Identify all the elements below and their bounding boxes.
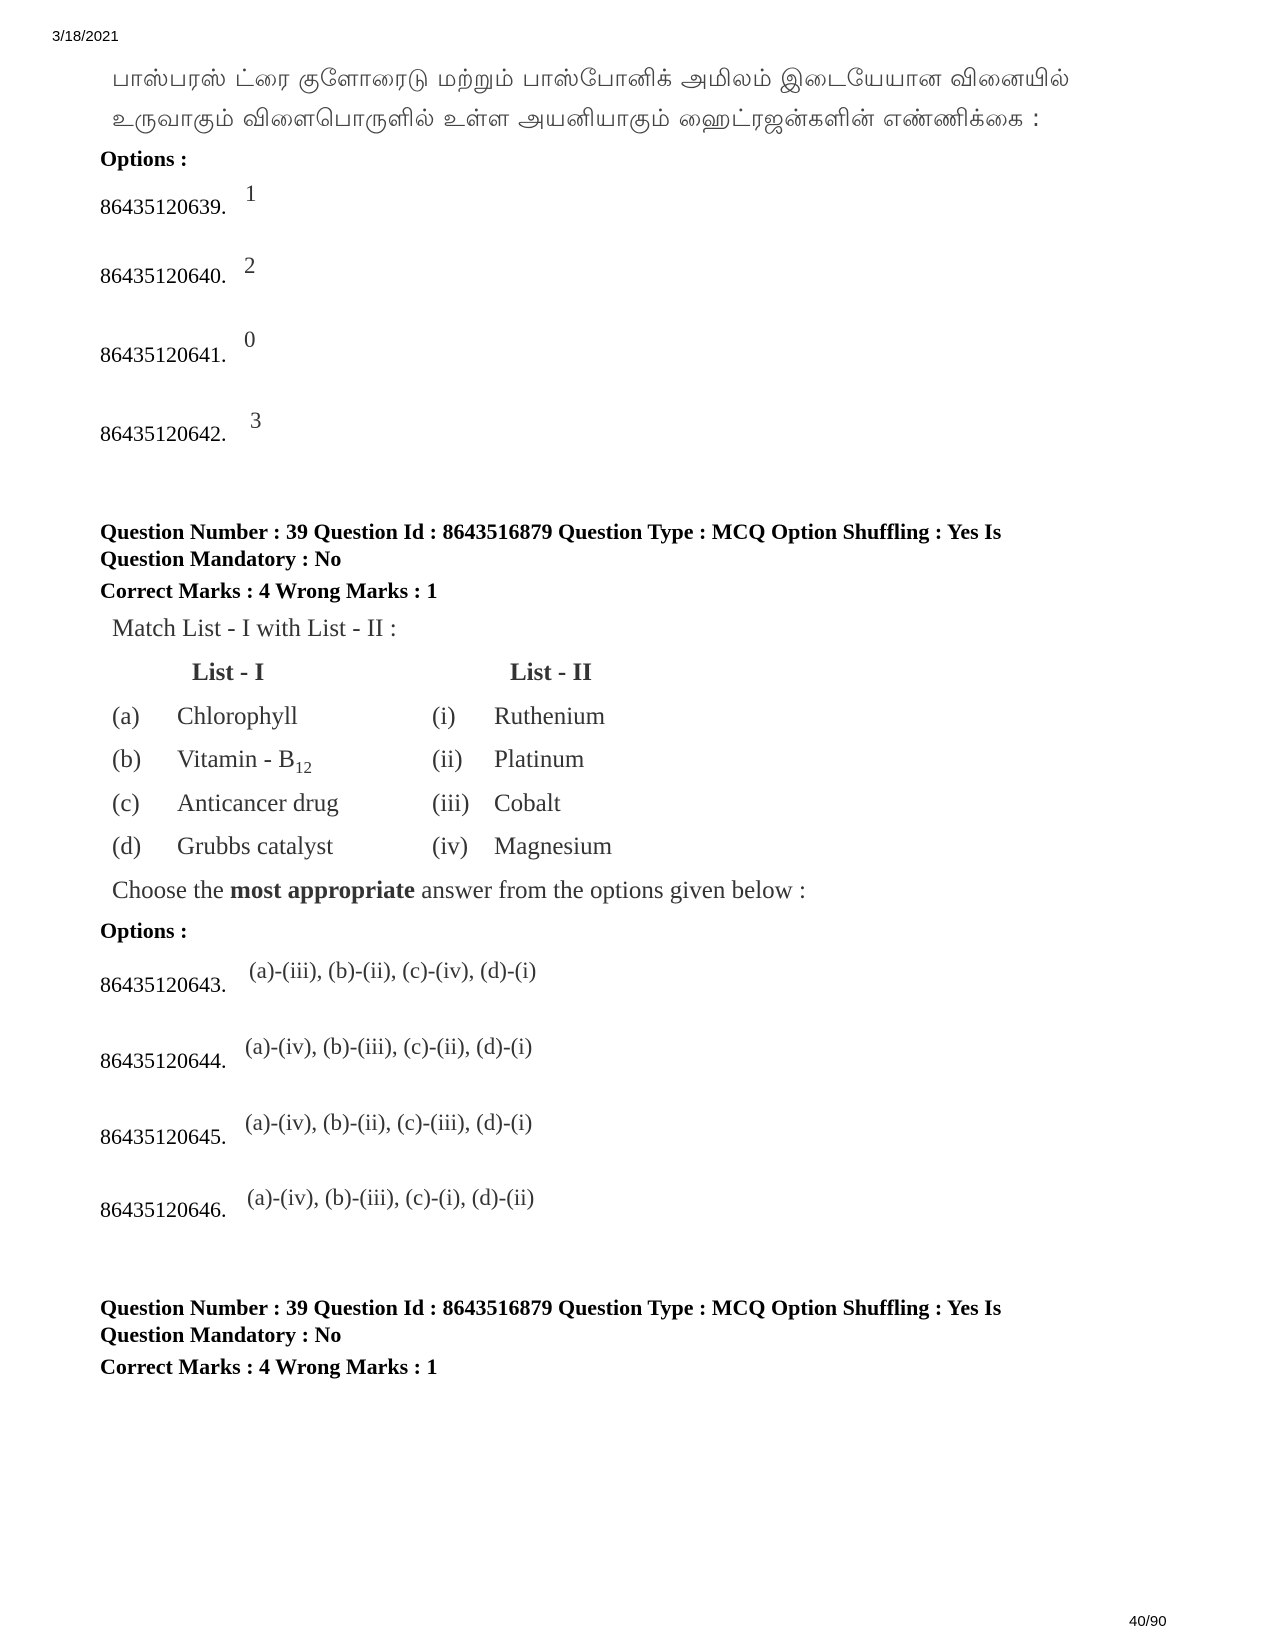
list-1-value: Grubbs catalyst: [177, 833, 334, 860]
list-1-key: (d): [112, 833, 142, 860]
option-id: 86435120640.: [100, 263, 227, 288]
option-value: (a)-(iv), (b)-(iii), (c)-(ii), (d)-(i): [245, 1034, 533, 1059]
option-value: 2: [244, 253, 256, 278]
option-id: 86435120644.: [100, 1048, 227, 1073]
options-label-2: Options :: [100, 918, 188, 943]
list-2-key: (i): [432, 703, 456, 730]
list-2-key: (iii): [432, 790, 470, 817]
option-value: 0: [244, 327, 256, 352]
question-header: Question Number : 39 Question Id : 8643516879 Question Type : MCQ Option Shuffling : Yes Is: [100, 1295, 1002, 1320]
list-2-heading: List - II: [510, 659, 592, 686]
option-id: 86435120645.: [100, 1124, 227, 1149]
list-2-value: Ruthenium: [494, 703, 606, 730]
choose-emphasis: most appropriate: [230, 877, 415, 904]
list-2-value: Magnesium: [494, 833, 613, 860]
option-value: (a)-(iv), (b)-(ii), (c)-(iii), (d)-(i): [245, 1110, 533, 1135]
question-header: Question Number : 39 Question Id : 8643516879 Question Type : MCQ Option Shuffling : Yes Is: [100, 519, 1002, 544]
question-mandatory: Question Mandatory : No: [100, 1322, 342, 1347]
vitamin-subscript: 12: [294, 758, 312, 777]
list-1-value: Anticancer drug: [177, 790, 339, 817]
option-id: 86435120646.: [100, 1197, 227, 1222]
option-value: 3: [250, 408, 262, 433]
page-number: 40/90: [1129, 1613, 1167, 1630]
tamil-question-line-1: பாஸ்பரஸ் ட்ரை குளோரைடு மற்றும் பாஸ்போனிக் அமிலம் இடையேயான வினையில்: [112, 64, 1071, 92]
list-1-value: [177, 746, 312, 778]
list-2-value: Cobalt: [494, 790, 561, 817]
tamil-question-line-2: உருவாகும் விளைபொருளில் உள்ள அயனியாகும் ஹைட்ரஜன்களின் எண்ணிக்கை :: [112, 104, 1041, 132]
list-2-key: (ii): [432, 746, 463, 773]
list-1-key: (a): [112, 703, 140, 730]
options-label-1: Options :: [100, 146, 188, 171]
print-date: 3/18/2021: [52, 28, 119, 45]
list-1-key: (c): [112, 790, 140, 817]
list-2-key: (iv): [432, 833, 469, 860]
option-id: 86435120643.: [100, 972, 227, 997]
question-intro: Match List - I with List - II :: [112, 615, 397, 642]
list-1-value: Chlorophyll: [177, 703, 298, 730]
choose-prefix: Choose the: [112, 877, 231, 904]
list-1-key: (b): [112, 746, 142, 773]
option-id: 86435120642.: [100, 421, 227, 446]
option-value: (a)-(iii), (b)-(ii), (c)-(iv), (d)-(i): [249, 958, 537, 983]
option-value: (a)-(iv), (b)-(iii), (c)-(i), (d)-(ii): [247, 1185, 535, 1210]
vitamin-label: Vitamin - B: [177, 746, 295, 773]
list-1-heading: List - I: [192, 659, 265, 686]
option-id: 86435120639.: [100, 194, 227, 219]
question-marks: Correct Marks : 4 Wrong Marks : 1: [100, 578, 438, 603]
option-id: 86435120641.: [100, 342, 227, 367]
list-2-value: Platinum: [494, 746, 585, 773]
choose-instruction: [112, 877, 806, 905]
option-value: 1: [245, 181, 257, 206]
question-marks: Correct Marks : 4 Wrong Marks : 1: [100, 1354, 438, 1379]
choose-suffix: answer from the options given below :: [415, 877, 806, 904]
question-mandatory: Question Mandatory : No: [100, 546, 342, 571]
